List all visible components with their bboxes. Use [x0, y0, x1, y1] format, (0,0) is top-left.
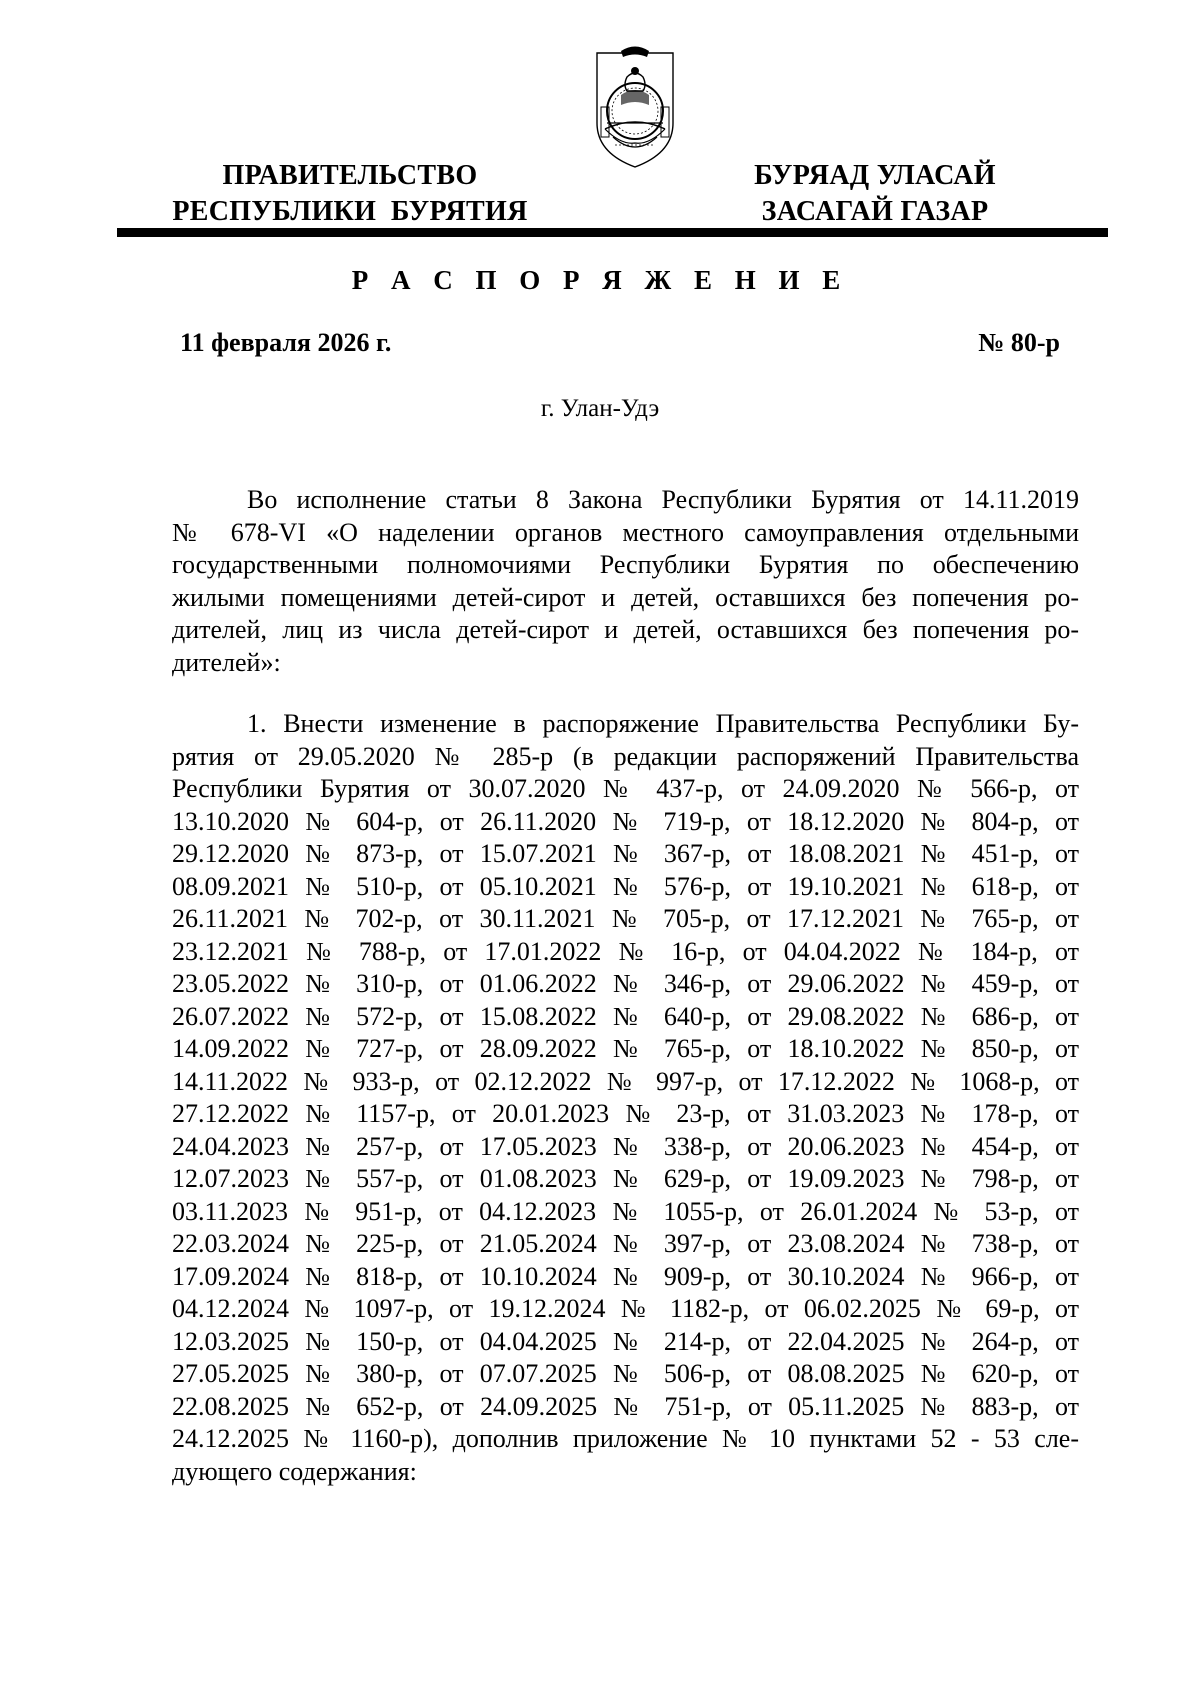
paragraph-line: 04.12.2024 № 1097-р, от 19.12.2024 № 1182-р, от 06.02.2025 № 69-р, от [172, 1294, 1079, 1323]
document-date: 11 февраля 2026 г. [180, 328, 392, 357]
government-title-buryat [720, 158, 1030, 230]
government-title-line: БУРЯАД УЛАСАЙ [754, 160, 996, 191]
government-title-line: ЗАСАГАЙ ГАЗАР [761, 196, 989, 227]
paragraph-line: № 678-VI «О наделении органов местного самоуправления отдельными [172, 517, 1079, 547]
paragraph-line: 26.11.2021 № 702-р, от 30.11.2021 № 705-р, от 17.12.2021 № 765-р, от [172, 904, 1079, 933]
paragraph-line: 03.11.2023 № 951-р, от 04.12.2023 № 1055-р, от 26.01.2024 № 53-р, от [172, 1196, 1079, 1226]
paragraph-line: 13.10.2020 № 604-р, от 26.11.2020 № 719-р, от 18.12.2020 № 804-р, от [172, 806, 1079, 836]
paragraph-line: рятия от 29.05.2020 № 285-р (в редакции распоряжений Правительства [172, 741, 1079, 771]
paragraph-line: 12.03.2025 № 150-р, от 04.04.2025 № 214-р, от 22.04.2025 № 264-р, от [172, 1326, 1079, 1356]
paragraph-line: 27.12.2022 № 1157-р, от 20.01.2023 № 23-р, от 31.03.2023 № 178-р, от [172, 1099, 1079, 1128]
paragraph-line: Во исполнение статьи 8 Закона Республики Бурятия от 14.11.2019 [247, 485, 1079, 514]
paragraph-line: 27.05.2025 № 380-р, от 07.07.2025 № 506-р, от 08.08.2025 № 620-р, от [172, 1359, 1079, 1388]
document-type-heading: Р А С П О Р Я Ж Е Н И Е [351, 265, 849, 295]
paragraph-line: Республики Бурятия от 30.07.2020 № 437-р, от 24.09.2020 № 566-р, от [172, 774, 1079, 803]
paragraph-line: дителей»: [172, 647, 281, 677]
government-title-russian [155, 158, 545, 230]
paragraph-line: 23.12.2021 № 788-р, от 17.01.2022 № 16-р, от 04.04.2022 № 184-р, от [172, 936, 1079, 966]
paragraph-line: 22.03.2024 № 225-р, от 21.05.2024 № 397-р, от 23.08.2024 № 738-р, от [172, 1229, 1079, 1258]
paragraph-line: 17.09.2024 № 818-р, от 10.10.2024 № 909-р, от 30.10.2024 № 966-р, от [172, 1261, 1079, 1291]
preamble-paragraph [172, 484, 1079, 679]
clause-1-paragraph [172, 708, 1079, 1488]
paragraph-line: 29.12.2020 № 873-р, от 15.07.2021 № 367-р, от 18.08.2021 № 451-р, от [172, 839, 1079, 868]
paragraph-line: 26.07.2022 № 572-р, от 15.08.2022 № 640-р, от 29.08.2022 № 686-р, от [172, 1001, 1079, 1031]
coat-of-arms-emblem [591, 45, 679, 171]
document-place: г. Улан-Удэ [540, 395, 660, 422]
paragraph-line: 12.07.2023 № 557-р, от 01.08.2023 № 629-р, от 19.09.2023 № 798-р, от [172, 1164, 1079, 1193]
paragraph-line: жилыми помещениями детей-сирот и детей, оставшихся без попечения ро- [172, 582, 1079, 612]
paragraph-line: 24.04.2023 № 257-р, от 17.05.2023 № 338-р, от 20.06.2023 № 454-р, от [172, 1131, 1079, 1161]
paragraph-line: 14.09.2022 № 727-р, от 28.09.2022 № 765-р, от 18.10.2022 № 850-р, от [172, 1034, 1079, 1063]
document-number: № 80-р [978, 328, 1060, 357]
paragraph-line: 22.08.2025 № 652-р, от 24.09.2025 № 751-р, от 05.11.2025 № 883-р, от [172, 1391, 1079, 1421]
paragraph-line: 14.11.2022 № 933-р, от 02.12.2022 № 997-р, от 17.12.2022 № 1068-р, от [172, 1066, 1079, 1096]
paragraph-line: 08.09.2021 № 510-р, от 05.10.2021 № 576-р, от 19.10.2021 № 618-р, от [172, 871, 1079, 901]
paragraph-line: государственными полномочиями Республики Бурятия по обеспечению [172, 550, 1079, 579]
government-title-line: РЕСПУБЛИКИ БУРЯТИЯ [172, 196, 528, 227]
paragraph-line: дующего содержания: [172, 1456, 417, 1486]
paragraph-line: 1. Внести изменение в распоряжение Правительства Республики Бу- [247, 709, 1079, 738]
paragraph-line: дителей, лиц из числа детей-сирот и детей, оставшихся без попечения ро- [172, 615, 1079, 644]
paragraph-line: 23.05.2022 № 310-р, от 01.06.2022 № 346-р, от 29.06.2022 № 459-р, от [172, 969, 1079, 998]
header-divider [117, 228, 1108, 237]
paragraph-line: 24.12.2025 № 1160-р), дополнив приложение № 10 пунктами 52 - 53 сле- [172, 1424, 1079, 1453]
government-title-line: ПРАВИТЕЛЬСТВО [222, 160, 478, 191]
